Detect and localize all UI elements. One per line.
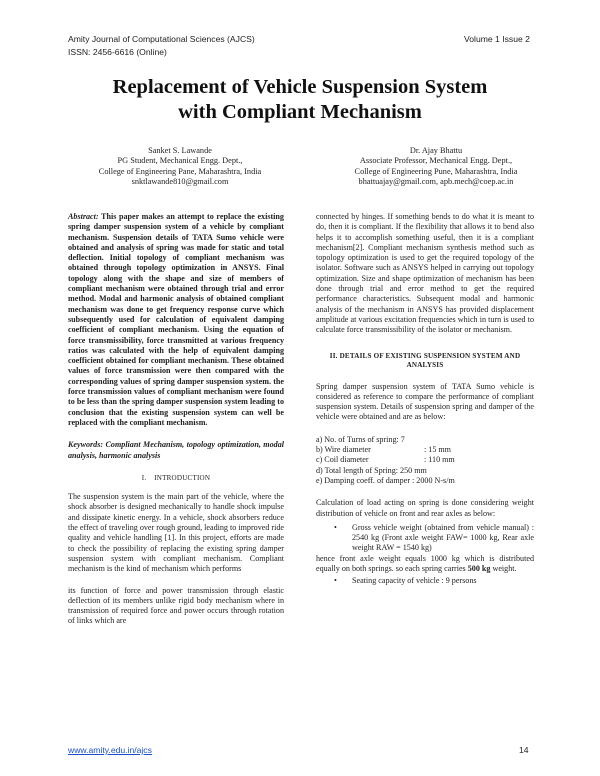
left-column bbox=[68, 212, 284, 627]
spec-item: e) Damping coeff. of damper : 2000 N-s/m bbox=[316, 475, 455, 485]
issn: ISSN: 2456-6616 (Online) bbox=[68, 47, 167, 57]
bullet-item: • Gross vehicle weight (obtained from vehicle manual) : 2540 kg (Front axle weight FAW= 1000 kg, Rear axle weight RAW = 1540 kg) bbox=[352, 523, 534, 554]
right-paragraph-2: Spring damper suspension system of TATA Sumo vehicle is considered as reference to compare the performance of compliant suspension system. Details of suspension spring and damper of the vehicle were obtained and are as below: bbox=[316, 381, 534, 422]
journal-name: Amity Journal of Computational Sciences (AJCS) bbox=[68, 34, 255, 44]
intro-paragraph-2: its function of force and power transmission through elastic deflection of its members unlike rigid body mechanism where in transmission of required force and power occurs through rotation of links which are bbox=[68, 585, 284, 626]
spec-item: a) No. of Turns of spring: 7 bbox=[316, 434, 405, 444]
author-role: Associate Professor, Mechanical Engg. Dept., bbox=[359, 156, 513, 166]
abstract-label: Abstract: bbox=[68, 212, 99, 221]
section-heading-introduction: I. INTRODUCTION bbox=[141, 473, 211, 482]
right-paragraph-1: connected by hinges. If something bends to do what it is meant to do, then it is compliant. If the flexibility that allows it to bend also helps it to accomplish something useful, then it is a compliant mechanism[2]. Compliant mechanism synthesis method such as topology optimization is used to get the required topology of the isolator. Software such as ANSYS helped in carrying out topology optimization. Size and shape optimization of mechanism has been done through trial and error method to get the required performance characteristics. Subsequent modal and harmonic analysis of the mechanism in ANSYS has provided displacement amplitude at various excitation frequencies which in turn is used to calculate force transmissibility of the isolator or mechanism. bbox=[316, 212, 534, 335]
bullet-list-weight bbox=[316, 523, 534, 554]
author-1 bbox=[50, 146, 310, 188]
author-name: Sanket S. Lawande bbox=[148, 146, 212, 155]
author-role: PG Student, Mechanical Engg. Dept., bbox=[117, 156, 243, 166]
author-affiliation: College of Engineering Pane, Maharashtra, India bbox=[98, 166, 262, 176]
journal-url-link[interactable]: www.amity.edu.in/ajcs bbox=[68, 745, 152, 755]
right-paragraph-4: hence front axle weight equals 1000 kg which is distributed equally on both springs. so each spring carries 500 kg weight. bbox=[316, 553, 534, 574]
volume-issue: Volume 1 Issue 2 bbox=[464, 34, 530, 44]
spec-item: d) Total length of Spring: 250 mm bbox=[316, 465, 427, 475]
spring-specs-list bbox=[316, 435, 534, 486]
section-heading-existing-suspension: II. DETAILS OF EXISTING SUSPENSION SYSTEM AND ANALYSIS bbox=[329, 351, 521, 369]
bullet-list-seating bbox=[316, 576, 534, 586]
title-line-2: with Compliant Mechanism bbox=[178, 101, 422, 123]
author-2 bbox=[306, 146, 566, 188]
author-email: bhattuajay@gmail.com, apb.mech@coep.ac.in bbox=[358, 177, 514, 187]
title-line-1: Replacement of Vehicle Suspension System bbox=[112, 76, 488, 98]
author-email: snktlawande810@gmail.com bbox=[131, 177, 229, 187]
abstract bbox=[68, 212, 284, 428]
spec-item: b) Wire diameter : 15 mm bbox=[316, 445, 451, 455]
page-number: 14 bbox=[519, 745, 529, 755]
right-paragraph-3: Calculation of load acting on spring is done considering weight distribution of vehicle on front and rear axles as below: bbox=[316, 498, 534, 518]
spring-load-value: 500 kg bbox=[467, 564, 491, 574]
right-column bbox=[316, 212, 534, 587]
paper-title bbox=[0, 75, 600, 125]
bullet-item: • Seating capacity of vehicle : 9 persons bbox=[352, 576, 534, 586]
author-affiliation: College of Engineering Pune, Maharashtra, India bbox=[354, 166, 518, 176]
intro-paragraph-1: The suspension system is the main part of the vehicle, where the shock absorber is designed mechanically to handle shock impulse and dissipate kinetic energy. In a vehicle, shock absorbers reduce the effect of traveling over rough ground, leading to improved ride quality and vehicle handling [1]. In this project, efforts are made to check the possibility of replacing the existing spring damper suspension system with compliant mechanism. Compliant mechanism is the kind of mechanism which performs bbox=[68, 492, 284, 574]
keywords: Keywords: Compliant Mechanism, topology optimization, modal analysis, harmonic analysis bbox=[68, 440, 284, 460]
abstract-text: This paper makes an attempt to replace the existing spring damper suspension system of a vehicle by compliant mechanism. Suspension details of TATA Sumo vehicle were obtained and analysis of spring was made for static and total deflection. Initial topology of compliant mechanism was obtained through topology optimization in ANSYS. Final topology along with the shape and size of members of compliant mechanism were obtained through trial and error method. Modal and harmonic analysis of obtained compliant mechanism was done to get frequency response curve which subsequently used for calculation of equivalent damping coefficient of compliant mechanism. Using the equation of force transmissibility, force transmitted at various frequency ratios was calculated with the help of equivalent damping coefficient obtained for compliant mechanism. These obtained values of force transmission were then compared with the corresponding values of spring damper suspension system. the force transmission values of compliant mechanism were found to be less than the spring damper suspension system leading to conclusion that the existing suspension system can well be replaced with the compliant mechanism. bbox=[68, 212, 284, 427]
author-name: Dr. Ajay Bhattu bbox=[409, 146, 463, 155]
spec-item: c) Coil diameter : 110 mm bbox=[316, 455, 455, 465]
